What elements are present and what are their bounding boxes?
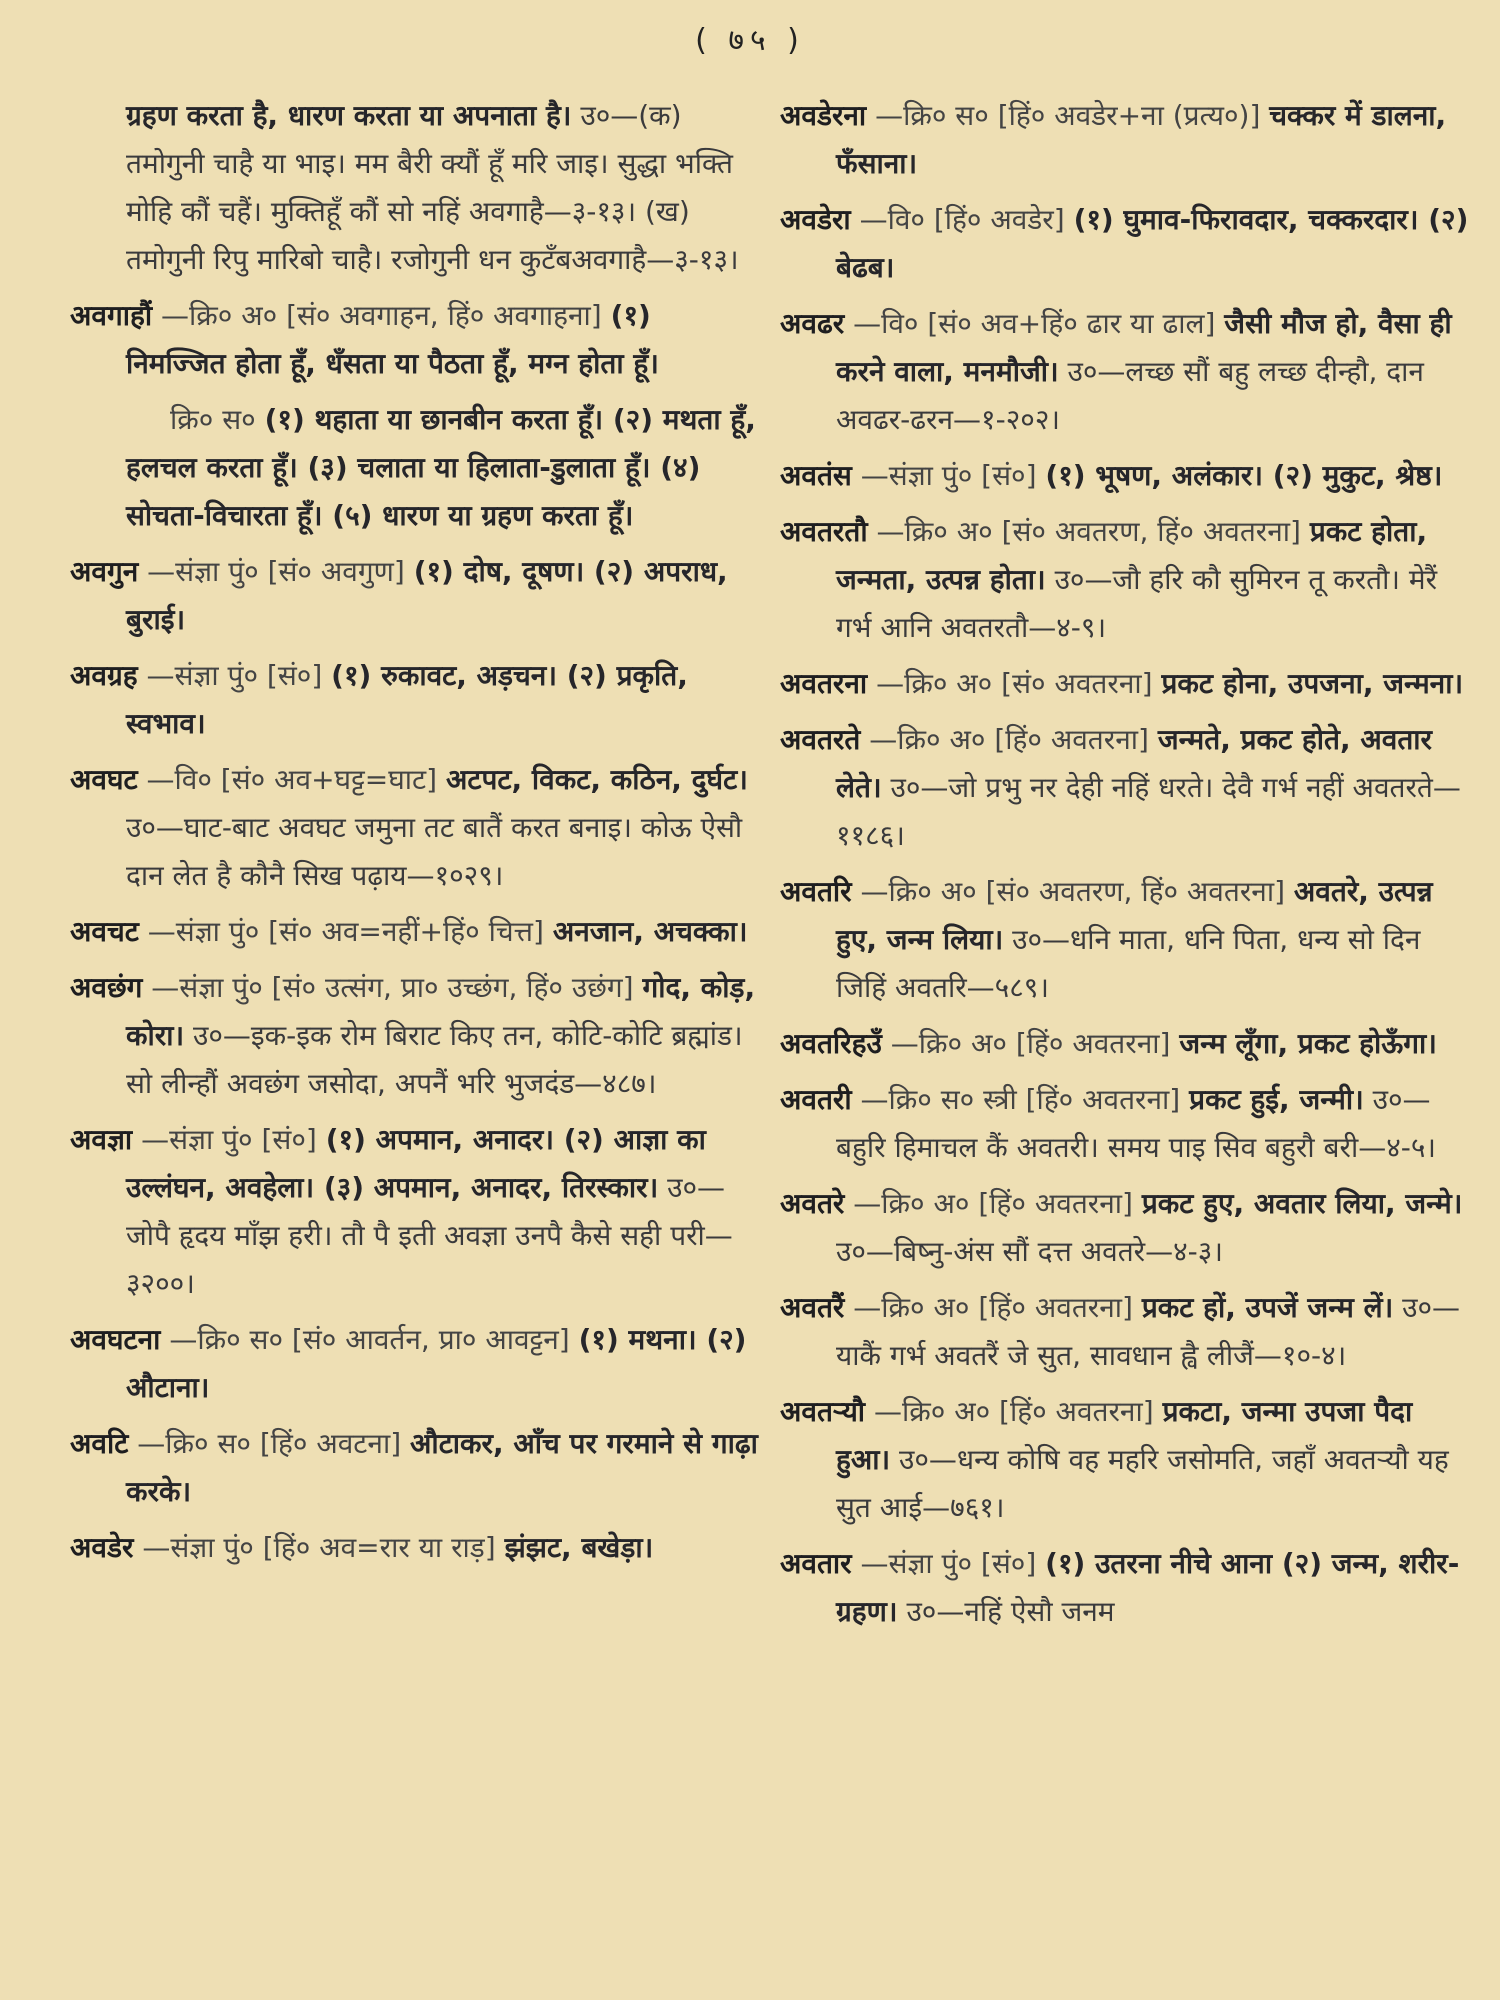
headword: अवडेर bbox=[70, 1531, 134, 1564]
headword: अवतरना bbox=[780, 667, 868, 700]
dictionary-entry bbox=[780, 868, 1470, 1012]
example-quote: उ०—याकैं गर्भ अवतरैं जे सुत, सावधान ह्वै लीजैं—१०-४। bbox=[836, 1291, 1461, 1372]
dictionary-entry bbox=[780, 716, 1470, 860]
grammar-label: क्रि० स० bbox=[170, 403, 256, 436]
headword: अवज्ञा bbox=[70, 1123, 133, 1156]
dictionary-entry bbox=[780, 1540, 1470, 1636]
dictionary-entry bbox=[70, 292, 760, 388]
headword: अवतरते bbox=[780, 723, 861, 756]
dictionary-entry bbox=[780, 1076, 1470, 1172]
definition-text: जन्म लूँगा, प्रकट होऊँगा। bbox=[1179, 1027, 1437, 1060]
dictionary-entry bbox=[70, 396, 760, 540]
dictionary-entry bbox=[780, 452, 1470, 500]
headword: अवग्रह bbox=[70, 659, 138, 692]
grammar-label: —क्रि० अ० [सं० अवगाहन, हिं० अवगाहना] bbox=[161, 299, 602, 332]
example-quote: उ०—धनि माता, धनि पिता, धन्य सो दिन जिहिं अवतरि—५८९। bbox=[836, 923, 1421, 1004]
definition-text: (१) मथना। (२) औटाना। bbox=[126, 1323, 747, 1404]
example-quote: उ०—बहुरि हिमाचल कैं अवतरी। समय पाइ सिव बहुरौ बरी—४-५। bbox=[836, 1083, 1437, 1164]
grammar-label: —क्रि० स० [सं० आवर्तन, प्रा० आवट्टन] bbox=[169, 1323, 570, 1356]
definition-text: (१) थहाता या छानबीन करता हूँ। (२) मथता हूँ, हलचल करता हूँ। (३) चलाता या हिलाता-डुलाता हूँ। (४) सोचता-विचारता हूँ। (५) धारण या ग्रहण करता हूँ। bbox=[126, 403, 756, 532]
grammar-label: —संज्ञा पुं० [सं० अवगुण] bbox=[147, 555, 405, 588]
grammar-label: —वि० [सं० अव+घट्ट=घाट] bbox=[146, 763, 438, 796]
headword: अवढर bbox=[780, 307, 845, 340]
dictionary-entry bbox=[780, 1180, 1470, 1276]
grammar-label: —संज्ञा पुं० [सं०] bbox=[146, 659, 323, 692]
definition-text: (१) दोष, दूषण। (२) अपराध, बुराई। bbox=[126, 555, 728, 636]
example-quote: उ०—जो प्रभु नर देही नहिं धरते। देवै गर्भ नहीं अवतरते—११८६। bbox=[836, 771, 1461, 852]
headword: अवतरिहउँ bbox=[780, 1027, 882, 1060]
grammar-label: —वि० [सं० अव+हिं० ढार या ढाल] bbox=[853, 307, 1216, 340]
headword: अवगाहौं bbox=[70, 299, 153, 332]
dictionary-entry bbox=[780, 1020, 1470, 1068]
headword: अवतरे bbox=[780, 1187, 845, 1220]
headword: अवडेरा bbox=[780, 203, 851, 236]
headword: अवतरैं bbox=[780, 1291, 845, 1324]
definition-text: औटाकर, आँच पर गरमाने से गाढ़ा करके। bbox=[126, 1427, 758, 1508]
headword: अवगुन bbox=[70, 555, 139, 588]
dictionary-entry bbox=[70, 1524, 760, 1572]
definition-text: अवतरे, उत्पन्न हुए, जन्म लिया। bbox=[836, 875, 1433, 956]
headword: अवछंग bbox=[70, 971, 143, 1004]
headword: अवतरतौ bbox=[780, 515, 868, 548]
dictionary-entry bbox=[70, 908, 760, 956]
definition-text: जैसी मौज हो, वैसा ही करने वाला, मनमौजी। bbox=[836, 307, 1452, 388]
definition-text: (१) उतरना नीचे आना (२) जन्म, शरीर-ग्रहण। bbox=[836, 1547, 1460, 1628]
grammar-label: —क्रि० अ० [सं० अवतरण, हिं० अवतरना] bbox=[860, 875, 1285, 908]
dictionary-entry bbox=[70, 1316, 760, 1412]
definition-text: अनजान, अचक्का। bbox=[552, 915, 748, 948]
definition-text: प्रकट होता, जन्मता, उत्पन्न होता। bbox=[836, 515, 1428, 596]
headword: अवतंस bbox=[780, 459, 852, 492]
definition-text: गोद, कोड़, कोरा। bbox=[126, 971, 756, 1052]
grammar-label: —क्रि० अ० [हिं० अवतरना] bbox=[853, 1291, 1133, 1324]
dictionary-entry bbox=[70, 1420, 760, 1516]
dictionary-entry bbox=[70, 964, 760, 1108]
dictionary-entry bbox=[780, 92, 1470, 188]
grammar-label: —संज्ञा पुं० [सं० अव=नहीं+हिं० चित्त] bbox=[147, 915, 544, 948]
definition-text: (१) घुमाव-फिरावदार, चक्करदार। (२) बेढब। bbox=[836, 203, 1469, 284]
grammar-label: —वि० [हिं० अवडेर] bbox=[859, 203, 1065, 236]
grammar-label: —संज्ञा पुं० [सं०] bbox=[141, 1123, 317, 1156]
example-quote: उ०—लच्छ सौं बहु लच्छ दीन्हौ, दान अवढर-ढरन—१-२०२। bbox=[836, 355, 1424, 436]
headword: अवडेरना bbox=[780, 99, 867, 132]
dictionary-entry bbox=[70, 1116, 760, 1308]
dictionary-entry bbox=[780, 196, 1470, 292]
definition-text: झंझट, बखेड़ा। bbox=[504, 1531, 654, 1564]
dictionary-entry bbox=[70, 756, 760, 900]
headword: अवटि bbox=[70, 1427, 129, 1460]
definition-text: (१) भूषण, अलंकार। (२) मुकुट, श्रेष्ठ। bbox=[1045, 459, 1443, 492]
example-quote: उ०—धन्य कोषि वह महरि जसोमति, जहाँ अवतर्‍यौ यह सुत आई—७६१। bbox=[836, 1443, 1449, 1524]
grammar-label: —क्रि० अ० [हिं० अवतरना] bbox=[869, 723, 1149, 756]
example-quote: उ०—घाट-बाट अवघट जमुना तट बातैं करत बनाइ। कोऊ ऐसौ दान लेत है कौनै सिख पढ़ाय—१०२९। bbox=[126, 811, 743, 892]
example-quote: उ०—बिष्नु-अंस सौं दत्त अवतरे—४-३। bbox=[836, 1235, 1223, 1268]
definition-text: चक्कर में डालना, फँसाना। bbox=[836, 99, 1447, 180]
definition-text: प्रकट हों, उपजें जन्म लें। bbox=[1141, 1291, 1394, 1324]
grammar-label: —संज्ञा पुं० [हिं० अव=रार या राड़] bbox=[142, 1531, 496, 1564]
definition-text: प्रकट होना, उपजना, जन्मना। bbox=[1161, 667, 1464, 700]
grammar-label: —क्रि० स० स्त्री [हिं० अवतरना] bbox=[860, 1083, 1181, 1116]
dictionary-entry bbox=[70, 652, 760, 748]
example-quote: उ०—जौ हरि कौ सुमिरन तू करतौ। मेरैं गर्भ आनि अवतरतौ—४-९। bbox=[836, 563, 1438, 644]
page-number: ( ७५ ) bbox=[695, 23, 805, 58]
definition-text: प्रकट हुई, जन्मी। bbox=[1189, 1083, 1364, 1116]
headword: अवतरी bbox=[780, 1083, 852, 1116]
definition-text: प्रकटा, जन्मा उपजा पैदा हुआ। bbox=[836, 1395, 1413, 1476]
grammar-label: —क्रि० स० [हिं० अवटना] bbox=[137, 1427, 402, 1460]
headword: अवघट bbox=[70, 763, 138, 796]
grammar-label: —क्रि० अ० [हिं० अवतरना] bbox=[890, 1027, 1171, 1060]
headword: अवचट bbox=[70, 915, 139, 948]
definition-text: अटपट, विकट, कठिन, दुर्घट। bbox=[446, 763, 748, 796]
example-quote: उ०—नहिं ऐसौ जनम bbox=[906, 1595, 1115, 1628]
grammar-label: —क्रि० स० [हिं० अवडेर+ना (प्रत्य०)] bbox=[875, 99, 1261, 132]
definition-text: ग्रहण करता है, धारण करता या अपनाता है। bbox=[126, 99, 572, 132]
grammar-label: —क्रि० अ० [हिं० अवतरना] bbox=[853, 1187, 1133, 1220]
definition-text: (१) निमज्जित होता हूँ, धँसता या पैठता हूँ, मग्न होता हूँ। bbox=[126, 299, 659, 380]
dictionary-entry bbox=[780, 660, 1470, 708]
right-column bbox=[780, 92, 1470, 1644]
example-quote: उ०—इक-इक रोम बिराट किए तन, कोटि-कोटि ब्रह्मांड। सो लीन्हौं अवछंग जसोदा, अपनैं भरि भुजदंड—४८७। bbox=[126, 1019, 743, 1100]
dictionary-entry bbox=[70, 92, 760, 284]
dictionary-entry bbox=[780, 508, 1470, 652]
headword: अवतर्‍यौ bbox=[780, 1395, 866, 1428]
definition-text: जन्मते, प्रकट होते, अवतार लेते। bbox=[836, 723, 1432, 804]
dictionary-entry bbox=[780, 1388, 1470, 1532]
headword: अवतार bbox=[780, 1547, 852, 1580]
grammar-label: —क्रि० अ० [सं० अवतरण, हिं० अवतरना] bbox=[876, 515, 1301, 548]
grammar-label: —संज्ञा पुं० [सं०] bbox=[860, 459, 1037, 492]
dictionary-entry bbox=[780, 300, 1470, 444]
example-quote: उ०—जोपै हृदय माँझ हरी। तौ पै इती अवज्ञा उनपै कैसे सही परी—३२००। bbox=[126, 1171, 733, 1300]
definition-text: (१) रुकावट, अड़चन। (२) प्रकृति, स्वभाव। bbox=[126, 659, 688, 740]
dictionary-entry bbox=[780, 1284, 1470, 1380]
definition-text: (१) अपमान, अनादर। (२) आज्ञा का उल्लंघन, अवहेला। (३) अपमान, अनादर, तिरस्कार। bbox=[126, 1123, 706, 1204]
headword: अवघटना bbox=[70, 1323, 161, 1356]
left-column bbox=[70, 92, 760, 1580]
grammar-label: —संज्ञा पुं० [सं० उत्संग, प्रा० उच्छंग, हिं० उछंग] bbox=[151, 971, 634, 1004]
definition-text: प्रकट हुए, अवतार लिया, जन्मे। bbox=[1141, 1187, 1463, 1220]
dictionary-entry bbox=[70, 548, 760, 644]
headword: अवतरि bbox=[780, 875, 852, 908]
grammar-label: —संज्ञा पुं० [सं०] bbox=[860, 1547, 1037, 1580]
example-quote: उ०—(क) तमोगुनी चाहै या भाइ। मम बैरी क्यौं हूँ मरि जाइ। सुद्धा भक्ति मोहि कौं चहैं। मुक्तिहूँ कौं सो नहिं अवगाहै—३-१३। (ख) तमोगुनी रिपु मारिबो चाहै। रजोगुनी धन कुटँबअवगाहै—३-१३। bbox=[126, 99, 739, 276]
grammar-label: —क्रि० अ० [सं० अवतरना] bbox=[876, 667, 1153, 700]
grammar-label: —क्रि० अ० [हिं० अवतरना] bbox=[873, 1395, 1154, 1428]
